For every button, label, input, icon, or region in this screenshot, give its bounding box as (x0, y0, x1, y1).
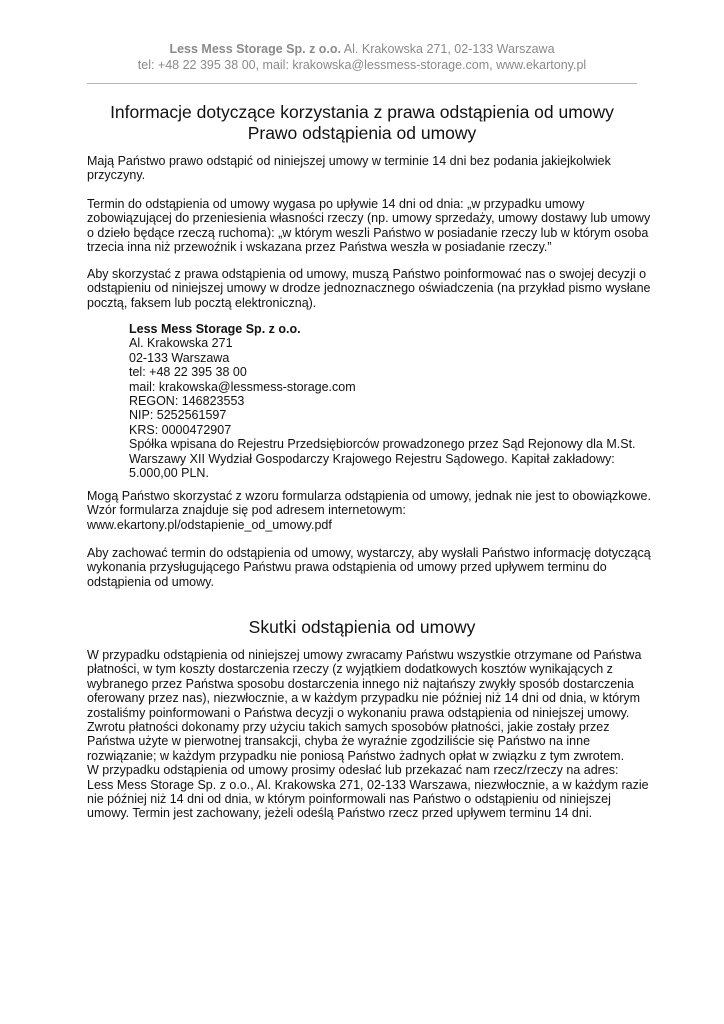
letterhead-line-1 (0, 41, 724, 57)
paragraph-withdrawal-deadline (87, 197, 651, 255)
text-line: Mogą Państwo skorzystać z wzoru formularza odstąpienia od umowy, jednak nie jest to obowiązkowe. (87, 489, 651, 503)
text-line: Termin do odstąpienia od umowy wygasa po upływie 14 dni od dnia: „w przypadku umowy (87, 197, 585, 211)
text-line: Less Mess Storage Sp. z o.o., Al. Krakowska 271, 02-133 Warszawa, niezwłocznie, a w każdym razie (87, 777, 649, 792)
text-line: pocztą, faksem lub pocztą elektroniczną). (87, 295, 317, 310)
paragraph-keeping-deadline (87, 546, 651, 589)
text-line: nie później niż 14 dni od dnia, w którym poinformowali nas Państwo o odstąpieniu od niniejszej (87, 792, 611, 807)
text-line: przyczyny. (87, 168, 146, 183)
section-heading-effects: Skutki odstąpienia od umowy (248, 617, 476, 637)
paragraph-right-of-withdrawal (87, 154, 643, 183)
text-line: odstąpieniu od niniejszej umowy w drodze jednoznacznego oświadczenia (na przykład pismo wysłane (87, 281, 651, 296)
letterhead (0, 41, 724, 73)
form-url: www.ekartony.pl/odstapienie_od_umowy.pdf (87, 517, 332, 532)
letterhead-contact: tel: +48 22 395 38 00, mail: krakowska@lessmess-storage.com, www.ekartony.pl (137, 58, 587, 72)
text-line: rozwiązanie; w każdym przypadku nie poniosą Państwo żadnych opłat w związku z tym zwrotem. (87, 748, 625, 763)
text-line: Wzór formularza znajduje się pod adresem internetowym: (87, 503, 406, 518)
text-line: W przypadku odstąpienia od umowy prosimy odesłać lub przekazać nam rzecz/rzeczy na adres: (87, 763, 619, 778)
text-line: Aby skorzystać z prawa odstąpienia od umowy, muszą Państwo poinformować nas o swojej decyzji o (87, 267, 647, 281)
address-line: mail: krakowska@lessmess-storage.com (129, 379, 356, 394)
address-line: tel: +48 22 395 38 00 (129, 365, 247, 380)
letterhead-company: Less Mess Storage Sp. z o.o. (169, 42, 342, 56)
header-divider (87, 83, 637, 84)
address-line: Al. Krakowska 271 (129, 336, 233, 351)
address-line: 02-133 Warszawa (129, 350, 230, 365)
letterhead-address: Al. Krakowska 271, 02-133 Warszawa (341, 42, 555, 56)
text-line: Mają Państwo prawo odstąpić od niniejszej umowy w terminie 14 dni bez podania jakiejkolwiek (87, 154, 611, 168)
title-line-1: Informacje dotyczące korzystania z prawa odstąpienia od umowy (110, 102, 614, 122)
paragraph-how-to-withdraw (87, 267, 651, 310)
document-title (0, 102, 724, 144)
text-line: W przypadku odstąpienia od niniejszej umowy zwracamy Państwu wszystkie otrzymane od Państwa (87, 648, 642, 662)
text-line: Zwrotu płatności dokonamy przy użyciu takich samych sposobów płatności, jakie zostały przez (87, 720, 610, 735)
address-line: 5.000,00 PLN. (129, 466, 209, 481)
text-line: o dzieło będące rzeczą ruchoma): „w którym weszli Państwo w posiadanie rzeczy lub w którym osoba (87, 225, 649, 240)
text-line: umowy. Termin jest zachowany, jeżeli odeślą Państwo rzecz przed upływem terminu 14 dni. (87, 806, 593, 821)
paragraph-effects-of-withdrawal (87, 648, 649, 821)
text-line: odstąpienia od umowy. (87, 574, 214, 589)
text-line: zobowiązującej do przeniesienia własności rzeczy (np. umowy sprzedaży, umowy dostawy lub umowy (87, 211, 651, 226)
text-line: Aby zachować termin do odstąpienia od umowy, wystarczy, aby wysłali Państwo informację dotyczącą (87, 546, 651, 560)
address-line: Warszawy XII Wydział Gospodarczy Krajowego Rejestru Sądowego. Kapitał zakładowy: (129, 451, 615, 466)
paragraph-withdrawal-form (87, 489, 651, 532)
text-line: trzecia inna niż przewoźnik i wskazana przez Państwa weszła w posiadanie rzeczy.” (87, 240, 552, 255)
text-line: Państwa użyte w pierwotnej transakcji, chyba że wyraźnie zgodziliście się Państwo na inne (87, 734, 591, 749)
company-address-block (129, 322, 636, 481)
address-line: NIP: 5252561597 (129, 408, 227, 423)
company-name: Less Mess Storage Sp. z o.o. (129, 322, 301, 336)
address-line: REGON: 146823553 (129, 394, 245, 409)
text-line: oferowany przez nas), niezwłocznie, a w każdym przypadku nie później niż 14 dni od dnia, w którym (87, 691, 641, 706)
text-line: płatności, w tym koszty dostarczenia rzeczy (z wyjątkiem dodatkowych kosztów wynikających z (87, 662, 613, 677)
text-line: zostaliśmy poinformowani o Państwa decyzji o wykonaniu prawa odstąpienia od niniejszej umowy. (87, 705, 630, 720)
address-line: Spółka wpisana do Rejestru Przedsiębiorców prowadzonego przez Sąd Rejonowy dla M.St. (129, 437, 636, 452)
address-line: KRS: 0000472907 (129, 422, 232, 437)
text-line: wybranego przez Państwa sposobu dostarczenia innego niż najtańszy zwykły sposób dostarczenia (87, 676, 634, 691)
text-line: wykonania przysługującego Państwu prawa odstąpienia od umowy przed upływem terminu do (87, 560, 607, 575)
title-line-2: Prawo odstąpienia od umowy (247, 123, 477, 143)
